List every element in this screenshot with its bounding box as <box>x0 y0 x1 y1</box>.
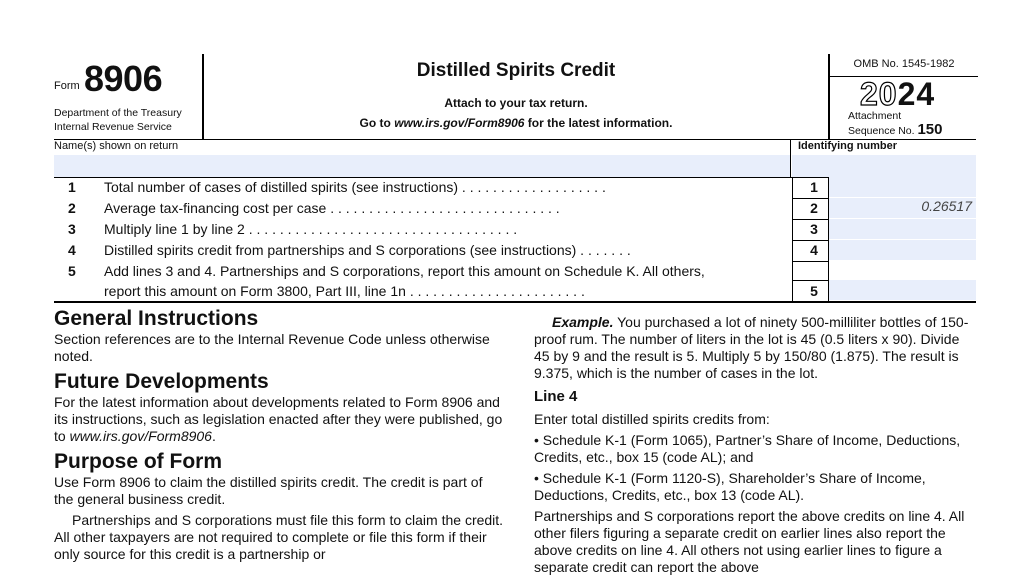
bullet-k1-1120s: • Schedule K-1 (Form 1120-S), Shareholder’s Share of Income, Deductions, Credits, etc., box 13 (code AL). <box>534 470 926 503</box>
line-text: Average tax-financing cost per case . . . . . . . . . . . . . . . . . . . . . . . . . . . . . . <box>104 200 560 216</box>
line-2-row <box>54 198 976 219</box>
irs-name: Internal Revenue Service <box>54 121 172 133</box>
general-instructions-text: Section references are to the Internal Revenue Code unless otherwise noted. <box>54 331 490 364</box>
goto-suffix: for the latest information. <box>524 116 673 130</box>
sequence-number: 150 <box>917 121 943 138</box>
line-5-row <box>54 261 976 301</box>
enter-credits-text: Enter total distilled spirits credits from: <box>534 411 770 427</box>
general-instructions-heading: General Instructions <box>54 307 259 330</box>
example-text: You purchased a lot of ninety 500-milliliter bottles of 150-proof rum. The number of liters in the lot is 45 (0.5 liters x 90). Divide 45 by 9 and the result is 5. Multiply 5 by 150/80 (1.875). The result is 9.375, which is the number of cases in the lot. <box>534 314 969 381</box>
attachment-sequence <box>848 110 943 138</box>
future-developments-heading: Future Developments <box>54 370 269 393</box>
amount-value: 0.26517 <box>921 198 972 214</box>
line-number: 3 <box>68 221 76 237</box>
line-number: 4 <box>68 242 76 258</box>
purpose-of-form-heading: Purpose of Form <box>54 450 223 473</box>
line-text: Distilled spirits credit from partnerships and S corporations (see instructions) . . . . . . . <box>104 242 631 258</box>
partnerships-text: Partnerships and S corporations report the above credits on line 4. All other filers figuring a separate credit on earlier lines also report the above credits on line 4. All others not using earlier lines to figure a separate credit can report the above <box>534 508 965 575</box>
box-number: 1 <box>810 179 818 195</box>
box-number: 3 <box>810 221 818 237</box>
future-developments-text <box>54 394 504 445</box>
line-text: Total number of cases of distilled spirits (see instructions) . . . . . . . . . . . . . . . . . . . <box>104 179 606 195</box>
form-word: Form <box>54 80 80 92</box>
line-3-amount-input[interactable] <box>829 219 976 239</box>
id-label: Identifying number <box>798 140 897 152</box>
name-label: Name(s) shown on return <box>54 140 179 152</box>
purpose-text-2: Partnerships and S corporations must file this form to claim the credit. All other taxpayers are not required to complete or file this form if their only source for this credit is a partnership or <box>54 512 504 562</box>
example-paragraph <box>534 314 974 382</box>
line-5-amount-input[interactable] <box>829 280 976 300</box>
line-4-row <box>54 240 976 261</box>
line-number: 2 <box>68 200 76 216</box>
line-3-row <box>54 219 976 240</box>
line-1-amount-input[interactable] <box>829 177 976 197</box>
line-1-row <box>54 177 976 198</box>
line-text: Add lines 3 and 4. Partnerships and S corporations, report this amount on Schedule K. All others, <box>104 263 705 279</box>
department-name: Department of the Treasury <box>54 107 182 119</box>
form-title-block <box>204 54 828 140</box>
left-instructions-column <box>54 307 504 567</box>
omb-year-block <box>828 54 978 140</box>
sequence-label: Sequence No. <box>848 125 918 137</box>
line-number: 5 <box>68 263 76 279</box>
box-rule <box>792 280 828 281</box>
example-label: Example. <box>552 314 614 330</box>
omb-number: OMB No. 1545-1982 <box>830 58 978 77</box>
line-text: Multiply line 1 by line 2 . . . . . . . . . . . . . . . . . . . . . . . . . . . . . . . . . . . <box>104 221 518 237</box>
right-instructions-column <box>534 314 974 580</box>
line-4-heading: Line 4 <box>534 388 578 405</box>
box-rule <box>792 261 828 262</box>
future-text-b: . <box>211 428 216 444</box>
goto-url-link[interactable]: www.irs.gov/Form8906 <box>394 116 525 130</box>
purpose-text-1: Use Form 8906 to claim the distilled spirits credit. The credit is part of the general business credit. <box>54 474 483 507</box>
department-block <box>54 106 204 134</box>
box-number: 2 <box>810 200 818 216</box>
goto-instruction <box>204 116 828 130</box>
goto-prefix: Go to <box>359 116 395 130</box>
box-rule <box>792 219 828 220</box>
box-rule <box>792 198 828 199</box>
tax-year <box>860 76 935 113</box>
bullet-k1-1065: • Schedule K-1 (Form 1065), Partner’s Share of Income, Deductions, Credits, etc., box 15 (code AL); and <box>534 432 961 465</box>
future-url-link[interactable]: www.irs.gov/Form8906 <box>69 428 212 444</box>
form-id-block <box>54 54 204 140</box>
line-2-amount-input[interactable] <box>829 198 976 218</box>
line-number: 1 <box>68 179 76 195</box>
line-text-continued: report this amount on Form 3800, Part III, line 1n . . . . . . . . . . . . . . . . . . . . . . . <box>104 283 585 299</box>
identifying-number-input[interactable] <box>792 155 976 177</box>
box-rule <box>792 240 828 241</box>
line-4-amount-input[interactable] <box>829 240 976 260</box>
box-number: 4 <box>810 242 818 258</box>
attach-instruction: Attach to your tax return. <box>444 96 588 110</box>
tax-year-outline: 20 <box>860 76 898 112</box>
attachment-label: Attachment <box>848 110 902 122</box>
form-title: Distilled Spirits Credit <box>416 60 616 81</box>
form-number: 8906 <box>84 58 163 99</box>
name-id-divider <box>790 140 791 177</box>
future-text-a: For the latest information about developments related to Form 8906 and its instructions, such as legislation enacted after they were published, go to <box>54 394 503 444</box>
box-number: 5 <box>810 283 818 299</box>
box-col-divider-right <box>828 177 829 301</box>
box-col-divider-left <box>792 177 793 301</box>
name-input[interactable] <box>54 155 790 177</box>
tax-year-solid: 24 <box>897 76 936 112</box>
lines-bottom-rule <box>54 301 976 303</box>
